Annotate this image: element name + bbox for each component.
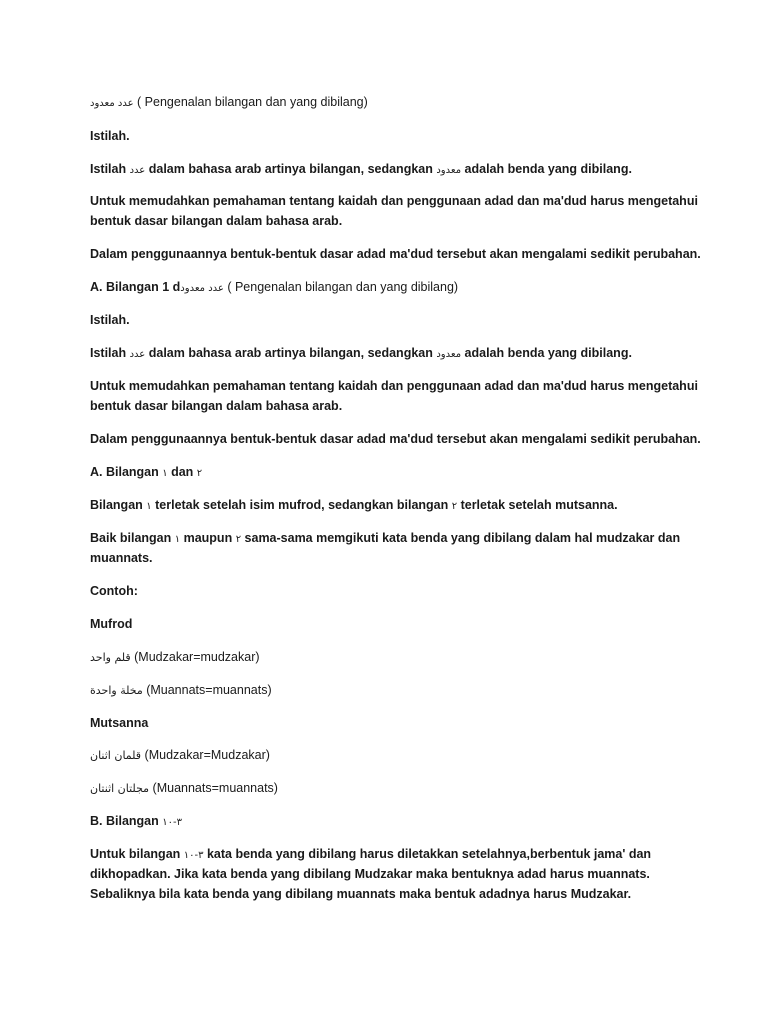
arabic-example: مخلة واحدة — [90, 684, 143, 697]
paragraph-b-line3: Sebaliknya bila kata benda yang dibilang muannats maka bentuk adadnya harus Mudzakar. — [90, 887, 632, 901]
paragraph-agreement-line1 — [90, 528, 690, 550]
text-fragment: adalah benda yang dibilang. — [461, 346, 632, 360]
section-b-heading — [90, 811, 690, 833]
paragraph-usage-2: Dalam penggunaannya bentuk-bentuk dasar adad ma'dud tersebut akan mengalami sedikit perubahan. — [90, 432, 701, 446]
arabic-numeral: ٢ — [235, 534, 242, 545]
paragraph-usage: Dalam penggunaannya bentuk-bentuk dasar adad ma'dud tersebut akan mengalami sedikit perubahan. — [90, 247, 701, 261]
paragraph-istilah-heading: Istilah. — [90, 129, 130, 143]
arabic-numeral: ٢ — [451, 501, 458, 512]
text-fragment: Istilah — [90, 162, 130, 176]
arabic-numeral: ٢ — [196, 468, 203, 479]
paragraph-b-line1 — [90, 844, 690, 866]
paragraph-intro-line1: Untuk memudahkan pemahaman tentang kaidah dan penggunaan adad dan ma'dud harus mengetahui — [90, 194, 698, 208]
text-fragment: (Muannats=muannats) — [149, 781, 278, 795]
paragraph-istilah-definition-2 — [90, 343, 690, 365]
example-mutsanna-muannats — [90, 778, 690, 799]
example-mufrod-muannats — [90, 680, 690, 701]
text-fragment: Untuk bilangan — [90, 847, 184, 861]
text-fragment: Istilah — [90, 346, 130, 360]
text-fragment: terletak setelah isim mufrod, sedangkan bilangan — [151, 498, 452, 512]
paragraph-intro-line2: bentuk dasar bilangan dalam bahasa arab. — [90, 214, 343, 228]
arabic-example: قلمان اثنان — [90, 749, 142, 762]
paragraph-istilah-heading-2: Istilah. — [90, 313, 130, 327]
mufrod-heading: Mufrod — [90, 617, 133, 631]
paragraph-agreement-line2: muannats. — [90, 551, 153, 565]
contoh-heading: Contoh: — [90, 584, 138, 598]
doc-title — [90, 92, 690, 114]
arabic-term: عدد معدود — [90, 98, 134, 109]
text-fragment: A. Bilangan 1 d — [90, 280, 181, 294]
arabic-term: معدود — [436, 349, 462, 360]
title-text: ( Pengenalan bilangan dan yang dibilang) — [133, 95, 368, 109]
arabic-term: عدد معدود — [180, 283, 224, 294]
paragraph-intro-2-line2: bentuk dasar bilangan dalam bahasa arab. — [90, 399, 343, 413]
text-fragment: kata benda yang dibilang harus diletakkan setelahnya,berbentuk jama' dan — [203, 847, 652, 861]
arabic-example: قلم واحد — [90, 651, 131, 664]
text-fragment: (Mudzakar=Mudzakar) — [141, 748, 270, 762]
paragraph-b-line2: dikhopadkan. Jika kata benda yang dibilang Mudzakar maka bentuknya adad harus muannats. — [90, 867, 650, 881]
paragraph-intro-2-line1: Untuk memudahkan pemahaman tentang kaidah dan penggunaan adad dan ma'dud harus mengetahui — [90, 379, 698, 393]
arabic-term: عدد — [129, 165, 146, 176]
text-fragment: maupun — [180, 531, 236, 545]
text-fragment: (Muannats=muannats) — [142, 683, 272, 697]
text-fragment: dan — [167, 465, 197, 479]
paragraph-istilah-definition — [90, 159, 690, 181]
example-mufrod-mudzakar — [90, 647, 690, 668]
text-fragment: terletak setelah mutsanna. — [457, 498, 618, 512]
text-fragment: adalah benda yang dibilang. — [461, 162, 632, 176]
text-fragment: ( Pengenalan bilangan dan yang dibilang) — [223, 280, 459, 294]
example-mutsanna-mudzakar — [90, 745, 690, 766]
paragraph-bilangan-position — [90, 495, 690, 517]
arabic-example: مجلتان اثنتان — [90, 782, 150, 795]
arabic-numeral: ٣-١٠ — [183, 850, 204, 861]
section-a-heading-1 — [90, 277, 690, 299]
text-fragment: (Mudzakar=mudzakar) — [130, 650, 260, 664]
arabic-term: معدود — [436, 165, 462, 176]
text-fragment: dalam bahasa arab artinya bilangan, sedangkan — [145, 346, 437, 360]
mutsanna-heading: Mutsanna — [90, 716, 149, 730]
arabic-numeral: ١ — [146, 501, 152, 512]
arabic-numeral: ٣-١٠ — [162, 817, 182, 828]
arabic-term: عدد — [129, 349, 146, 360]
text-fragment: Bilangan — [90, 498, 147, 512]
text-fragment: Baik bilangan — [90, 531, 175, 545]
section-a-heading-2 — [90, 462, 690, 484]
text-fragment: dalam bahasa arab artinya bilangan, sedangkan — [145, 162, 437, 176]
arabic-numeral: ١ — [174, 534, 181, 545]
text-fragment: A. Bilangan — [90, 465, 163, 479]
text-fragment: B. Bilangan — [90, 814, 163, 828]
text-fragment: sama-sama memgikuti kata benda yang dibilang dalam hal mudzakar dan — [241, 531, 681, 545]
arabic-numeral: ١ — [162, 468, 168, 479]
